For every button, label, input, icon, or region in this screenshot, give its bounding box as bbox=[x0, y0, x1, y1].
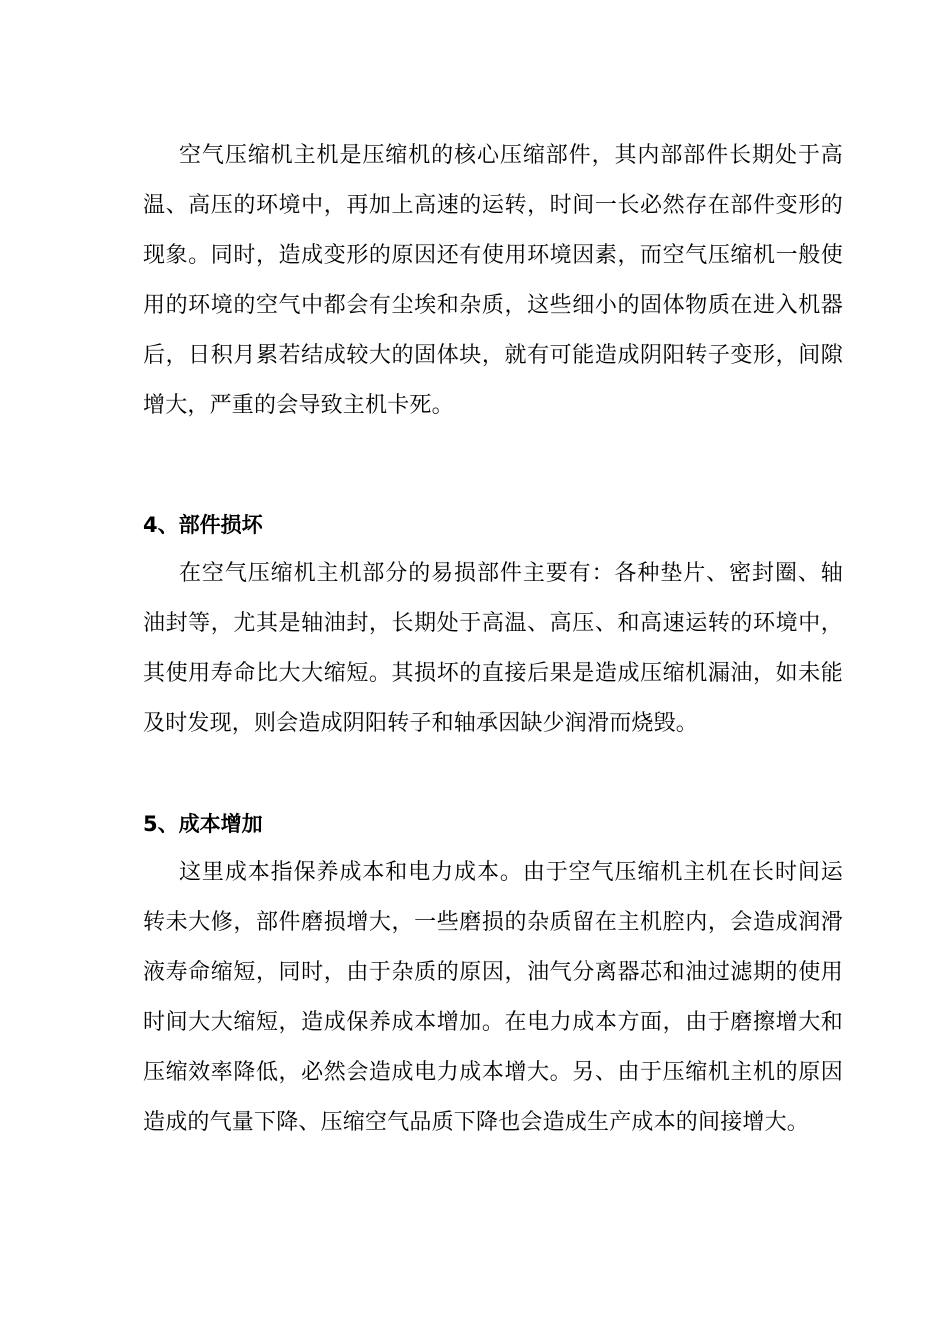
section-heading-cost-increase: 5、成本增加 bbox=[143, 812, 263, 836]
paragraph-parts-damage: 在空气压缩机主机部分的易损部件主要有：各种垫片、密封圈、轴油封等，尤其是轴油封，长期处于高温、高压、和高速运转的环境中，其使用寿命比大大缩短。其损坏的直接后果是造成压缩机漏油，如未能及时发现，则会造成阴阳转子和轴承因缺少润滑而烧毁。 bbox=[143, 561, 843, 736]
paragraph-body: 空气压缩机主机是压缩机的核心压缩部件，其内部部件长期处于高温、高压的环境中，再加上高速的运转，时间一长必然存在部件变形的现象。同时，造成变形的原因还有使用环境因素，而空气压缩机一般使用的环境的空气中都会有尘埃和杂质，这些细小的固体物质在进入机器后，日积月累若结成较大的固体块，就有可能造成阴阳转子变形，间隙增大，严重的会导致主机卡死。 bbox=[143, 143, 843, 418]
section-heading-parts-damage: 4、部件损坏 bbox=[143, 513, 263, 537]
paragraph-cost-increase: 这里成本指保养成本和电力成本。由于空气压缩机主机在长时间运转未大修，部件磨损增大，一些磨损的杂质留在主机腔内，会造成润滑液寿命缩短，同时，由于杂质的原因，油气分离器芯和油过滤期的使用时间大大缩短，造成保养成本增加。在电力成本方面，由于磨擦增大和压缩效率降低，必然会造成电力成本增大。另、由于压缩机主机的原因造成的气量下降、压缩空气品质下降也会造成生产成本的间接增大。 bbox=[143, 860, 843, 1135]
